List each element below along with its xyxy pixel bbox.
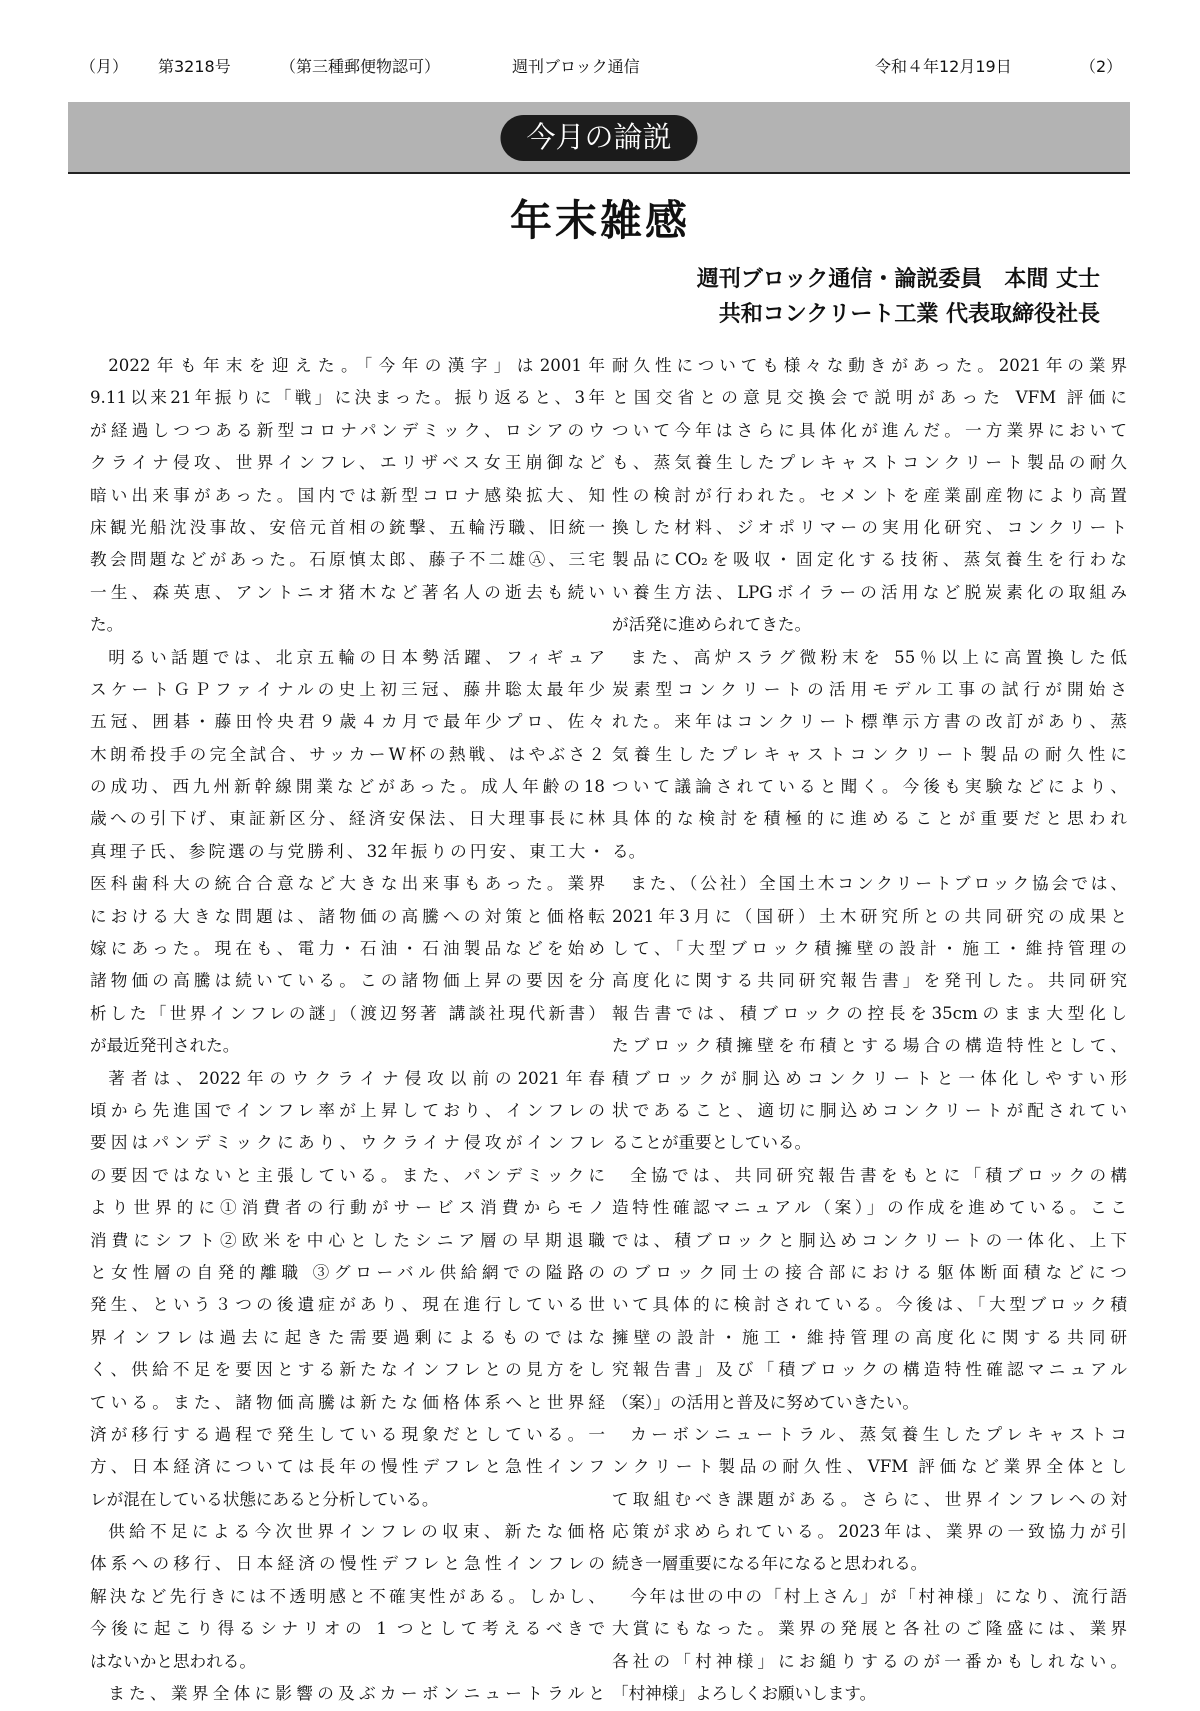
text-line: が活発に進められてきた。 xyxy=(612,615,812,635)
text-line: く、供給不足を要因とする新たなインフレとの見方をし xyxy=(90,1360,605,1380)
text-line: 発生、という３つの後遺症があり、現在進行している世 xyxy=(90,1295,605,1315)
text-line: 究報告書」及び「積ブロックの構造特性確認マニュアル xyxy=(612,1360,1127,1380)
text-line: る。 xyxy=(612,841,646,861)
text-line: 明るい話題では、北京五輪の日本勢活躍、フィギュア xyxy=(108,647,605,667)
text-line: 造特性確認マニュアル（案）」の作成を進めている。ここ xyxy=(612,1198,1127,1218)
text-line: 要因はパンデミックにあり、ウクライナ侵攻がインフレ xyxy=(90,1133,605,1153)
text-line: 今年は世の中の「村上さん」が「村神様」になり、流行語 xyxy=(630,1586,1127,1606)
text-line: れた。来年はコンクリート標準示方書の改訂があり、蒸 xyxy=(612,712,1127,732)
text-line: 供給不足による今次世界インフレの収束、新たな価格 xyxy=(108,1522,605,1542)
text-line: 方、日本経済については長年の慢性デフレと急性インフ xyxy=(90,1457,605,1477)
text-line: 擁壁の設計・施工・維持管理の高度化に関する共同研 xyxy=(612,1327,1127,1347)
text-line: 嫁にあった。現在も、電力・石油・石油製品などを始め xyxy=(90,939,605,959)
text-line: の成功、西九州新幹線開業などがあった。成人年齢の18 xyxy=(90,777,605,797)
text-line: 今後に起こり得るシナリオの 1 つとして考えるべきで xyxy=(90,1619,605,1639)
text-line: クライナ侵攻、世界インフレ、エリザベス女王崩御など xyxy=(90,453,605,473)
text-line: ている。また、諸物価高騰は新たな価格体系へと世界経 xyxy=(90,1392,605,1412)
text-line: 一生、森英恵、アントニオ猪木など著名人の逝去も続い xyxy=(90,582,605,602)
text-line: また、（公社）全国土木コンクリートブロック協会では、 xyxy=(630,874,1127,894)
text-line: 9.11以来21年振りに「戦」に決まった。振り返ると、3年 xyxy=(90,388,605,408)
text-line: 炭素型コンクリートの活用モデル工事の試行が開始さ xyxy=(612,679,1127,699)
text-line: も、蒸気養生したプレキャストコンクリート製品の耐久 xyxy=(612,453,1127,473)
text-line: より世界的に①消費者の行動がサービス消費からモノ xyxy=(90,1198,605,1218)
text-line: の要因ではないと主張している。また、パンデミックに xyxy=(90,1165,605,1185)
text-line: 著者は、2022年のウクライナ侵攻以前の2021年春 xyxy=(108,1068,605,1088)
text-line: 真理子氏、参院選の与党勝利、32年振りの円安、東工大・ xyxy=(90,841,605,861)
article-column-left xyxy=(90,350,605,1710)
text-line: （案）」の活用と普及に努めていきたい。 xyxy=(612,1392,919,1412)
text-line: 続き一層重要になる年になると思われる。 xyxy=(612,1554,928,1574)
text-line: 教会問題などがあった。石原慎太郎、藤子不二雄Ⓐ、三宅 xyxy=(90,550,605,570)
text-line: 床観光船沈没事故、安倍元首相の銃撃、五輪汚職、旧統一 xyxy=(90,517,605,537)
text-line: い養生方法、LPGボイラーの活用など脱炭素化の取組み xyxy=(612,582,1127,602)
text-line: 性の検討が行われた。セメントを産業副産物により高置 xyxy=(612,485,1127,505)
text-line: カーボンニュートラル、蒸気養生したプレキャストコ xyxy=(630,1424,1127,1444)
text-line: が経過しつつある新型コロナパンデミック、ロシアのウ xyxy=(90,420,605,440)
section-banner xyxy=(68,102,1130,174)
text-line: ついて今年はさらに具体化が進んだ。一方業界において xyxy=(612,420,1127,440)
text-line: では、積ブロックと胴込めコンクリートの一体化、上下 xyxy=(612,1230,1127,1250)
page-header xyxy=(80,50,1125,78)
text-line: 解決など先行きには不透明感と不確実性がある。しかし、 xyxy=(90,1586,605,1606)
text-line: と女性層の自発的離職 ③グローバル供給網での隘路の xyxy=(90,1262,605,1282)
text-line: 状であること、適切に胴込めコンクリートが配されてい xyxy=(612,1100,1127,1120)
article-title: 年末雑感 xyxy=(509,196,690,245)
text-line: いて具体的に検討されている。今後は、「大型ブロック積 xyxy=(612,1295,1127,1315)
text-line: 換した材料、ジオポリマーの実用化研究、コンクリート xyxy=(612,517,1127,537)
text-line: スケートＧＰファイナルの史上初三冠、藤井聡太最年少 xyxy=(90,679,605,699)
text-line: 「村神様」よろしくお願いします。 xyxy=(612,1684,877,1704)
text-line: 2022年も年末を迎えた。「今年の漢字」は2001年 xyxy=(108,356,605,375)
text-line: 五冠、囲碁・藤田怜央君９歳４カ月で最年少プロ、佐々 xyxy=(90,712,605,732)
text-line: レが混在している状態にあると分析している。 xyxy=(90,1489,439,1509)
text-line: たブロック積擁壁を布積とする場合の構造特性として、 xyxy=(612,1036,1127,1056)
text-line: 体系への移行、日本経済の慢性デフレと急性インフレの xyxy=(90,1554,605,1574)
text-line: 各社の「村神様」にお縋りするのが一番かもしれない。 xyxy=(612,1651,1127,1671)
text-line: て取組むべき課題がある。さらに、世界インフレへの対 xyxy=(612,1489,1127,1509)
text-line: 大賞にもなった。業界の発展と各社のご隆盛には、業界 xyxy=(612,1619,1127,1639)
header-day: （月） xyxy=(80,57,129,76)
text-line: ることが重要としている。 xyxy=(612,1133,812,1153)
author-affiliation: 共和コンクリート工業 代表取締役社長 xyxy=(718,302,1100,327)
article-column-right xyxy=(612,350,1127,1710)
text-line: 歳への引下げ、東証新区分、経済安保法、日大理事長に林 xyxy=(90,809,605,829)
text-line: はないかと思われる。 xyxy=(90,1651,256,1671)
text-line: 析した「世界インフレの謎」（渡辺努著 講談社現代新書） xyxy=(90,1003,605,1023)
section-label: 今月の論説 xyxy=(500,115,697,161)
author-byline: 週刊ブロック通信・論説委員 本間 丈士 xyxy=(696,267,1100,292)
text-line: 製品にCO₂を吸収・固定化する技術、蒸気養生を行わな xyxy=(612,550,1127,570)
text-line: と国交省との意見交換会で説明があった VFM 評価に xyxy=(612,388,1127,408)
text-line: また、高炉スラグ微粉末を 55％以上に高置換した低 xyxy=(630,647,1127,667)
text-line: における大きな問題は、諸物価の高騰への対策と価格転 xyxy=(90,906,605,926)
text-line: 積ブロックが胴込めコンクリートと一体化しやすい形 xyxy=(612,1068,1127,1088)
text-line: のブロック同士の接合部における躯体断面積などにつ xyxy=(612,1262,1127,1282)
text-line: が最近発刊された。 xyxy=(90,1036,240,1056)
text-line: 消費にシフト②欧米を中心としたシニア層の早期退職 xyxy=(90,1230,605,1250)
text-line: 応策が求められている。2023年は、業界の一致協力が引 xyxy=(612,1522,1127,1542)
text-line: 報告書では、積ブロックの控長を35cmのまま大型化し xyxy=(612,1003,1127,1023)
text-line: ついて議論されていると聞く。今後も実験などにより、 xyxy=(612,777,1127,797)
text-line: た。 xyxy=(90,615,124,635)
text-line: 全協では、共同研究報告書をもとに「積ブロックの構 xyxy=(630,1165,1127,1185)
text-line: 頃から先進国でインフレ率が上昇しており、インフレの xyxy=(90,1100,605,1120)
text-line: 高度化に関する共同研究報告書」を発刊した。共同研究 xyxy=(612,971,1127,991)
header-issue-number: 第3218号 xyxy=(158,57,231,76)
text-line: 界インフレは過去に起きた需要過剰によるものではな xyxy=(90,1327,605,1347)
text-line: 気養生したプレキャストコンクリート製品の耐久性に xyxy=(612,744,1127,764)
header-postal-permit: （第三種郵便物認可） xyxy=(280,57,441,76)
text-line: ンクリート製品の耐久性、VFM 評価など業界全体とし xyxy=(612,1457,1127,1477)
text-line: 2021年3月に（国研）土木研究所との共同研究の成果と xyxy=(612,906,1127,926)
text-line: 具体的な検討を積極的に進めることが重要だと思われ xyxy=(612,809,1127,829)
text-line: 耐久性についても様々な動きがあった。2021年の業界 xyxy=(612,356,1127,375)
header-publication-name: 週刊ブロック通信 xyxy=(512,57,640,76)
text-line: また、業界全体に影響の及ぶカーボンニュートラルと xyxy=(108,1684,605,1704)
text-line: 諸物価の高騰は続いている。この諸物価上昇の要因を分 xyxy=(90,971,605,991)
text-line: 済が移行する過程で発生している現象だとしている。一 xyxy=(90,1424,605,1444)
text-line: して、「大型ブロック積擁壁の設計・施工・維持管理の xyxy=(612,939,1127,959)
header-date: 令和４年12月19日 xyxy=(875,57,1012,76)
text-line: 暗い出来事があった。国内では新型コロナ感染拡大、知 xyxy=(90,485,605,505)
text-line: 医科歯科大の統合合意など大きな出来事もあった。業界 xyxy=(90,874,605,894)
text-line: 木朗希投手の完全試合、サッカーW杯の熱戦、はやぶさ２ xyxy=(90,744,605,764)
header-page-number: （2） xyxy=(1080,57,1123,76)
